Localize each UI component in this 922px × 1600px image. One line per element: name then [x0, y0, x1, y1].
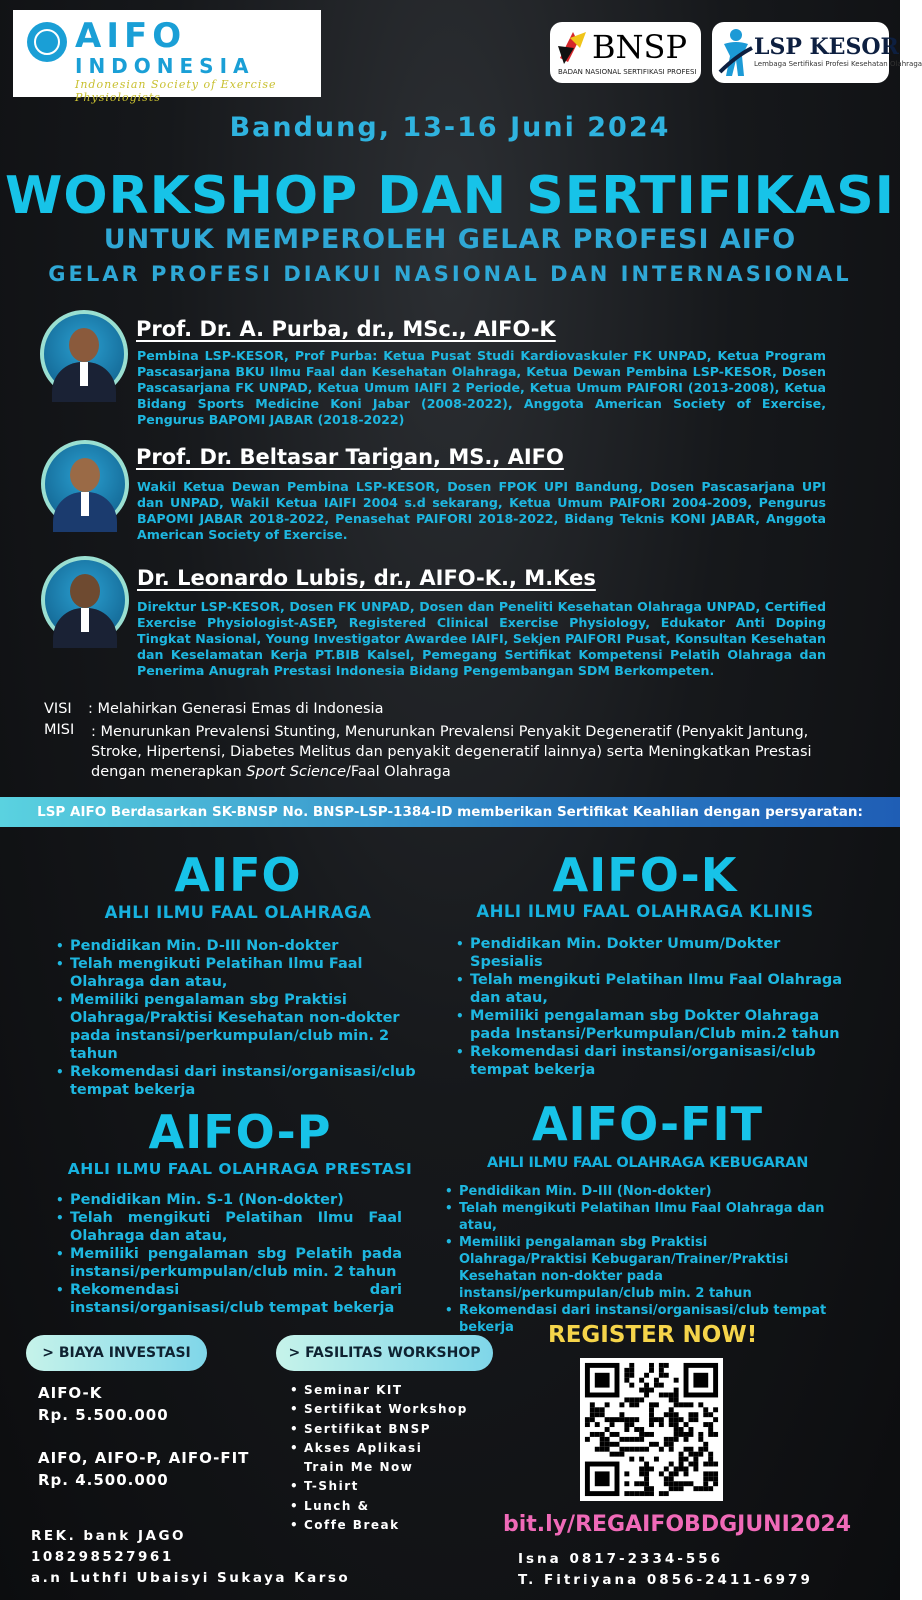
requirement-item: • Memiliki pengalaman sbg Praktisi Olahraga/Praktisi Kebugaran/Trainer/Praktisi Kesehatan non-dokter pada instansi/perkumpulan/club min. 2 tahun	[445, 1234, 819, 1302]
facilities-list	[290, 1381, 490, 1535]
visi-text: : Melahirkan Generasi Emas di Indonesia	[88, 701, 384, 717]
speaker-1-desc: Pembina LSP-KESOR, Prof Purba: Ketua Pusat Studi Kardiovaskuler FK UNPAD, Ketua Program Pascasarjana BKU Ilmu Faal dan Kesehatan Olahraga, Ketua Dewan Pembina LSP-KESOR, Dosen Pascasarjana FK UNPAD, Ketua Umum IAIFI 2 Periode, Ketua Umum PAIFORI (2013-2008), Ketua Bidang Sports Medicine Koni Jabar (2008-2022), Anggota American Society of Exercise, Pengurus BAPOMI JABAR (2018-2022)	[137, 348, 826, 427]
event-subtitle: UNTUK MEMPEROLEH GELAR PROFESI AIFO	[103, 224, 797, 255]
bank-holder: a.n Luthfi Ubaisyi Sukaya Karso	[31, 1570, 351, 1586]
event-date: Bandung, 13-16 Juni 2024	[229, 112, 671, 143]
facility-item: • Sertifikat Workshop	[290, 1400, 490, 1419]
lsp-sub: Lembaga Sertifikasi Profesi Kesehatan Olahraga	[754, 60, 922, 68]
requirement-item: • Rekomendasi dari instansi/organisasi/club tempat bekerja	[445, 1302, 839, 1336]
aifo-p-title: AIFO-P	[148, 1105, 332, 1159]
facility-item: • T-Shirt	[290, 1477, 490, 1496]
bnsp-name: BNSP	[592, 28, 687, 66]
requirement-item: • Rekomendasi dari instansi/organisasi/club tempat bekerja	[456, 1043, 851, 1079]
contact-2: T. Fitriyana 0856-2411-6979	[518, 1572, 813, 1588]
bnsp-emblem-icon	[556, 28, 590, 66]
bank-name: REK. bank JAGO	[31, 1528, 186, 1544]
facility-item: • Lunch &	[290, 1497, 490, 1516]
aifo-k-subtitle: AHLI ILMU FAAL OLAHRAGA KLINIS	[476, 902, 814, 921]
aifo-fit-title: AIFO-FIT	[531, 1097, 764, 1151]
misi-text-end: /Faal Olahraga	[346, 764, 451, 780]
speaker-2-name: Prof. Dr. Beltasar Tarigan, MS., AIFO	[136, 445, 564, 469]
misi-text-italic: Sport Science	[246, 764, 346, 780]
contact-1: Isna 0817-2334-556	[518, 1551, 724, 1567]
requirement-item: • Pendidikan Min. Dokter Umum/Dokter Spesialis	[456, 935, 851, 971]
requirement-item: • Rekomendasi dari instansi/organisasi/club tempat bekerja	[56, 1281, 402, 1317]
logo-name: AIFO	[75, 16, 187, 56]
facilities-pill: > FASILITAS WORKSHOP	[276, 1335, 493, 1371]
aifo-fit-requirements	[445, 1183, 865, 1336]
visi	[44, 701, 383, 717]
requirement-item: • Rekomendasi dari instansi/organisasi/club tempat bekerja	[56, 1063, 423, 1099]
aifo-p-subtitle: AHLI ILMU FAAL OLAHRAGA PRESTASI	[67, 1160, 413, 1178]
logo-sub: INDONESIA	[75, 54, 255, 78]
fee-k-label: AIFO-K	[38, 1384, 103, 1402]
lsp-figure-icon	[716, 26, 756, 80]
facility-item: • Coffe Break	[290, 1516, 490, 1535]
facility-item: • Akses Aplikasi	[290, 1439, 490, 1458]
facility-item: Train Me Now	[304, 1460, 414, 1475]
requirement-item: • Pendidikan Min. D-III Non-dokter	[56, 937, 423, 955]
event-title: WORKSHOP DAN SERTIFIKASI	[4, 166, 896, 226]
requirement-item: • Telah mengikuti Pelatihan Ilmu Faal Olahraga dan atau,	[445, 1200, 865, 1234]
facility-item: • Sertifikat BNSP	[290, 1420, 490, 1439]
bank-account: 108298527961	[31, 1549, 174, 1565]
aifo-subtitle: AHLI ILMU FAAL OLAHRAGA	[104, 903, 372, 922]
register-heading: REGISTER NOW!	[548, 1322, 758, 1348]
qr-code-icon	[580, 1358, 723, 1501]
requirement-item: • Telah mengikuti Pelatihan Ilmu Faal Olahraga dan atau,	[56, 955, 423, 991]
event-subtitle-2: GELAR PROFESI DIAKUI NASIONAL DAN INTERNASIONAL	[48, 262, 852, 286]
requirement-item: • Pendidikan Min. D-III (Non-dokter)	[445, 1183, 865, 1200]
speaker-2-photo	[41, 440, 129, 528]
speaker-1-name: Prof. Dr. A. Purba, dr., MSc., AIFO-K	[136, 317, 556, 341]
lsp-kesor-logo	[712, 22, 922, 83]
fee-k-price: Rp. 5.500.000	[38, 1406, 169, 1424]
runner-icon	[27, 22, 67, 62]
misi-text	[91, 722, 851, 782]
requirement-item: • Telah mengikuti Pelatihan Ilmu Faal Olahraga dan atau,	[456, 971, 851, 1007]
requirements-banner-text: LSP AIFO Berdasarkan SK-BNSP No. BNSP-LSP-1384-ID memberikan Sertifikat Keahlian dengan persyaratan:	[37, 804, 863, 820]
aifo-p-requirements	[56, 1191, 402, 1317]
aifo-requirements	[56, 937, 423, 1099]
aifo-logo	[13, 10, 321, 104]
requirement-item: • Memiliki pengalaman sbg Pelatih pada instansi/perkumpulan/club min. 2 tahun	[56, 1245, 402, 1281]
aifo-k-requirements	[456, 935, 851, 1079]
aifo-fit-subtitle: AHLI ILMU FAAL OLAHRAGA KEBUGARAN	[486, 1155, 809, 1171]
speaker-3-desc: Direktur LSP-KESOR, Dosen FK UNPAD, Dosen dan Peneliti Kesehatan Olahraga UNPAD, Certified Exercise Physiologist-ASEP, Registered Clinical Exercise Physiology, Edukator Anti Doping Tingkat Nasional, Young Investigator Awardee IAIFI, Sekjen PAIFORI Pusat, Konsultan Kesehatan dan Keselamatan Kerja PT.BIB Kalsel, Pemegang Sertifikat Kompetensi Pelatih Olahraga dan Penerima Anugrah Prestasi Indonesia Bidang Pengembangan SDM Berkompeten.	[137, 599, 826, 678]
requirement-item: • Memiliki pengalaman sbg Praktisi Olahraga/Praktisi Kesehatan non-dokter pada instansi/perkumpulan/club min. 2 tahun	[56, 991, 423, 1063]
bnsp-logo	[550, 22, 701, 83]
misi-text-main: : Menurunkan Prevalensi Stunting, Menurunkan Prevalensi Penyakit Degeneratif (Penyakit Jantung, Stroke, Hipertensi, Diabetes Melitus dan penyakit degeneratif lainnya) serta Meningkatkan Prestasi dengan menerapkan	[91, 724, 812, 780]
facility-item: • Seminar KIT	[290, 1381, 490, 1400]
misi-label: MISI	[44, 722, 75, 738]
qr-code[interactable]	[580, 1358, 723, 1501]
speaker-1-photo	[40, 310, 128, 398]
logo-tagline: Indonesian Society of Exercise Physiologists	[75, 78, 277, 104]
investment-pill: > BIAYA INVESTASI	[26, 1335, 207, 1371]
requirement-item: • Telah mengikuti Pelatihan Ilmu Faal Olahraga dan atau,	[56, 1209, 402, 1245]
fee-other-price: Rp. 4.500.000	[38, 1471, 169, 1489]
speaker-3-photo	[41, 556, 129, 644]
register-link[interactable]: bit.ly/REGAIFOBDGJUNI2024	[503, 1512, 852, 1537]
requirement-item: • Pendidikan Min. S-1 (Non-dokter)	[56, 1191, 402, 1209]
requirement-item: • Memiliki pengalaman sbg Dokter Olahraga pada Instansi/Perkumpulan/Club min.2 tahun	[456, 1007, 851, 1043]
lsp-name: LSP KESOR	[754, 34, 899, 60]
speaker-3-name: Dr. Leonardo Lubis, dr., AIFO-K., M.Kes	[137, 566, 596, 590]
aifo-k-title: AIFO-K	[552, 848, 738, 902]
speaker-2-desc: Wakil Ketua Dewan Pembina LSP-KESOR, Dosen FPOK UPI Bandung, Dosen Pascasarjana UPI dan UNPAD, Wakil Ketua IAIFI 2004 s.d sekarang, Ketua Umum PAIFORI 2004-2009, Pengurus BAPOMI JABAR 2018-2022, Penasehat PAIFORI 2018-2022, Bidang Teknis KONI JABAR, Anggota American Society of Exercise.	[137, 479, 826, 542]
fee-other-label: AIFO, AIFO-P, AIFO-FIT	[38, 1449, 250, 1467]
aifo-title: AIFO	[174, 848, 302, 902]
visi-label: VISI	[44, 701, 72, 717]
bnsp-sub: BADAN NASIONAL SERTIFIKASI PROFESI	[558, 68, 697, 76]
